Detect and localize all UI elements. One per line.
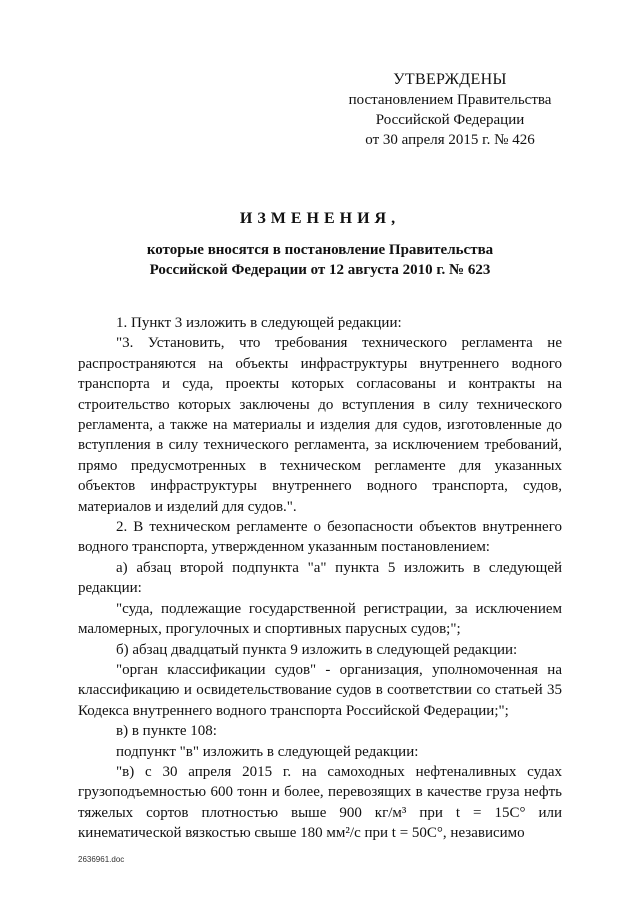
paragraph: 2. В техническом регламенте о безопасности объектов внутреннего водного транспорта, утвержденном указанным постановлением: — [78, 519, 562, 556]
paragraph: "в) с 30 апреля 2015 г. на самоходных нефтеналивных судах грузоподъемностью 600 тонн и более, перевозящих в качестве груза нефть тяжелых сортов плотностью выше 900 кг/м³ при t = 15С° или кинематической вязкостью свыше 180 мм²/с при t = 50С°, независимо — [78, 763, 562, 842]
document-body — [78, 313, 562, 844]
subtitle-line: которые вносятся в постановление Правительства — [146, 242, 494, 258]
paragraph: а) абзац второй подпункта "а" пункта 5 изложить в следующей редакции: — [78, 559, 562, 597]
paragraph: подпункт "в" изложить в следующей редакции: — [116, 743, 419, 760]
paragraph: "3. Установить, что требования технического регламента не распространяются на объекты инфраструктуры внутреннего водного транспорта и суда, проекты которых согласованы и контракты на строительство которых заключены до вступления в силу технического регламента, а также на материалы и изделия для судов, изготовленные до вступления в силу технического регламента, за исключением требований, прямо предусмотренных в техническом регламенте для указанных объектов инфраструктуры внутреннего водного транспорта, судов, материалов и изделий для судов.". — [78, 335, 562, 515]
document-title: ИЗМЕНЕНИЯ, — [239, 210, 401, 227]
paragraph: "суда, подлежащие государственной регистрации, за исключением маломерных, прогулочных и спортивных парусных судов;"; — [78, 600, 562, 638]
subtitle-line: Российской Федерации от 12 августа 2010 г. № 623 — [149, 262, 491, 278]
approval-date-number: от 30 апреля 2015 г. № 426 — [365, 132, 535, 148]
document-subtitle — [100, 240, 540, 280]
approval-heading: УТВЕРЖДЕНЫ — [393, 71, 507, 88]
approval-line: Российской Федерации — [375, 112, 525, 128]
paragraph: "орган классификации судов" - организация, уполномоченная на классификацию и освидетельствование судов в соответствии со статьей 35 Кодекса внутреннего водного транспорта Российской Федерации;"; — [78, 661, 562, 719]
paragraph: 1. Пункт 3 изложить в следующей редакции: — [116, 315, 402, 331]
paragraph: б) абзац двадцатый пункта 9 изложить в следующей редакции: — [116, 641, 518, 658]
approval-block — [340, 70, 560, 150]
approval-line: постановлением Правительства — [348, 92, 552, 108]
paragraph: в) в пункте 108: — [116, 723, 217, 740]
file-name-footer: 2636961.doc — [78, 855, 125, 864]
